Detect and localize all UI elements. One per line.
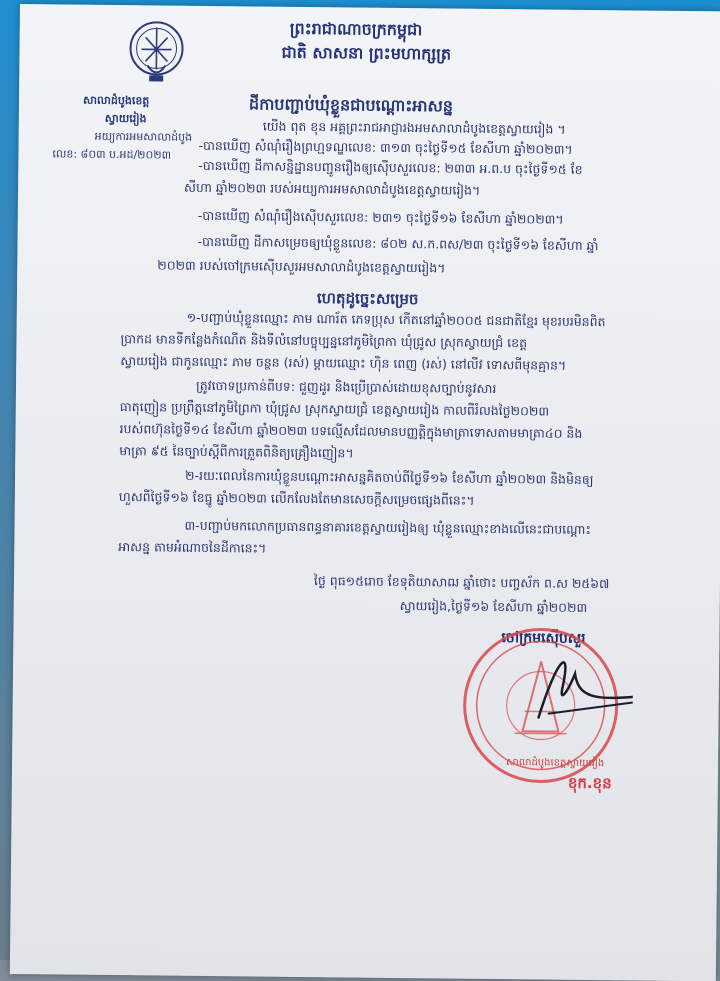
- issuer-line-1: សាលាដំបូងខេត្ត: [82, 93, 150, 108]
- issuer-line-2: ស្វាយរៀង: [104, 111, 147, 126]
- document-page: [10, 4, 720, 981]
- preamble-line: សីហា ឆ្នាំ២០២៣ របស់អយ្យការអមសាលាដំបូងខេត្តស្វាយរៀង។: [184, 179, 481, 198]
- court-emblem-icon: [127, 19, 186, 86]
- preamble-line: ២០២៣ របស់ចៅក្រមស៊ើបសួរអមសាលាដំបូងខេត្តស្វាយរៀង។: [157, 257, 446, 276]
- decision-line: ប្រាកដ មានទីកន្លែងកំណើត និងទីលំនៅបច្ចុប្បន្ននៅភូមិព្រៃកា ឃុំជ្រូស ស្រុកស្វាយជ្រំ ខេត្ត: [120, 331, 528, 351]
- decision-line: ៣-បញ្ជាប់មកលោកប្រធានពន្ធនាគារខេត្តស្វាយរៀងឲ្យ ឃុំខ្លួនឈ្មោះខាងលើនេះជាបណ្ដោះ: [184, 517, 591, 538]
- kingdom-heading: ព្រះរាជាណាចក្រកម្ពុជា: [289, 18, 423, 40]
- preamble-line: -បានឃើញ សំណុំរឿងស៊ើបសួរលេខ: ២៣១ ចុះថ្ងៃទី១៦ ខែសីហា ឆ្នាំ២០២៣។: [197, 207, 564, 227]
- decision-line: មាត្រា ៩៥ នៃច្បាប់ស្ដីពីការត្រួតពិនិត្យគ្រឿងញៀន។: [119, 443, 354, 461]
- reference-number: លេខ: ៨០៣ ប.អដ/២០២៣: [52, 147, 172, 162]
- document-title: ដីកាបញ្ជាប់ឃុំខ្លួនជាបណ្ដោះអាសន្ន: [248, 94, 454, 116]
- date-solar: ស្វាយរៀង,ថ្ងៃទី១៦ ខែសីហា ឆ្នាំ២០២៣: [399, 598, 588, 615]
- preamble-line: -បានឃើញ ដីកាសម្រេចឲ្យឃុំខ្លួនលេខ: ៨០២ ស.ក.ពស/២៣ ចុះថ្ងៃទី១៦ ខែសីហា ឆ្នាំ: [197, 233, 599, 254]
- date-lunar: ថ្ងៃ ពុធ១៥រោច ខែទុតិយាសាឍ ឆ្នាំថោះ បញ្ចស័ក ព.ស ២៥៦៧: [313, 573, 610, 592]
- decision-line: របស់ពហ៊ុនថ្ងៃទី១៤ ខែសីហា ឆ្នាំ២០២៣ បទល្មើសដែលមានបញ្ញត្តិក្នុងមាត្រាទោសតាមមាត្រា៤០ និង: [119, 421, 583, 441]
- decision-heading: ហេតុដូច្នេះសម្រេច: [316, 289, 419, 309]
- decision-line: ២-រយៈពេលនៃការឃុំខ្លួនបណ្ដោះអាសន្នគិតចាប់ពីថ្ងៃទី១៦ ខែសីហា ឆ្នាំ២០២៣ និងមិនឲ្យ: [184, 467, 594, 488]
- motto-heading: ជាតិ សាសនា ព្រះមហាក្សត្រ: [281, 42, 452, 64]
- signer-name: ខុក.ខុន: [567, 773, 612, 793]
- decision-line: ត្រូវចោទប្រកាន់ពីបទ: ជួញដូរ និងប្រើប្រាស់ដោយខុសច្បាប់នូវសារ: [195, 377, 497, 397]
- seal-text: សាលាដំបូងខេត្តស្វាយរៀង: [506, 757, 605, 770]
- decision-line: ហួសពីថ្ងៃទី១៦ ខែធ្នូ ឆ្នាំ២០២៣ លើកលែងតែមានសេចក្ដីសម្រេចផ្សេងពីនេះ។: [118, 489, 475, 508]
- preamble-line: យើង ពុត ខុន អគ្គព្រះរាជអាជ្ញារងអមសាលាដំបូងខេត្តស្វាយរៀង ។: [262, 118, 566, 137]
- issuer-line-3: អយ្យការអមសាលាដំបូង: [94, 129, 193, 144]
- decision-line: ស្វាយរៀង ជាកូនឈ្មោះ ភាម ចន្ថន (រស់) ម្ដាយឈ្មោះ ហ៊ិន ពេញ (រស់) នៅលីវ ទោសពីមុនគ្មាន។: [120, 353, 567, 373]
- preamble-line: -បានឃើញ សំណុំរឿងព្រហ្មទណ្ឌលេខ: ៣១៣ ចុះថ្ងៃទី១៥ ខែសីហា ឆ្នាំ២០២៣។: [198, 137, 573, 157]
- decision-line: ធាតុញៀន ប្រព្រឹត្តនៅភូមិព្រៃកា ឃុំជ្រូស ស្រុកស្វាយជ្រំ ខេត្តស្វាយរៀង កាលពីរំលងថ្ងៃ២០២៣: [119, 399, 550, 419]
- preamble-line: -បានឃើញ ដីកាសន្និដ្ឋានបញ្ជូនរឿងឲ្យស៊ើបសួរលេខ: ២៣៣ អ.ព.ប ចុះថ្ងៃទី១៥ ខែ: [198, 157, 583, 177]
- decision-line: ១-បញ្ជាប់ឃុំខ្លួនឈ្មោះ ភាម ណារ័ត ភេទប្រុស កើតនៅឆ្នាំ២០០៥ ជនជាតិខ្មែរ មុខរបរមិនពិត: [186, 309, 606, 330]
- signer-title: ចៅក្រមស៊ើបសួរ: [501, 630, 586, 647]
- decision-line: អាសន្ន តាមអំណាចនៃដីកានេះ។: [118, 539, 267, 556]
